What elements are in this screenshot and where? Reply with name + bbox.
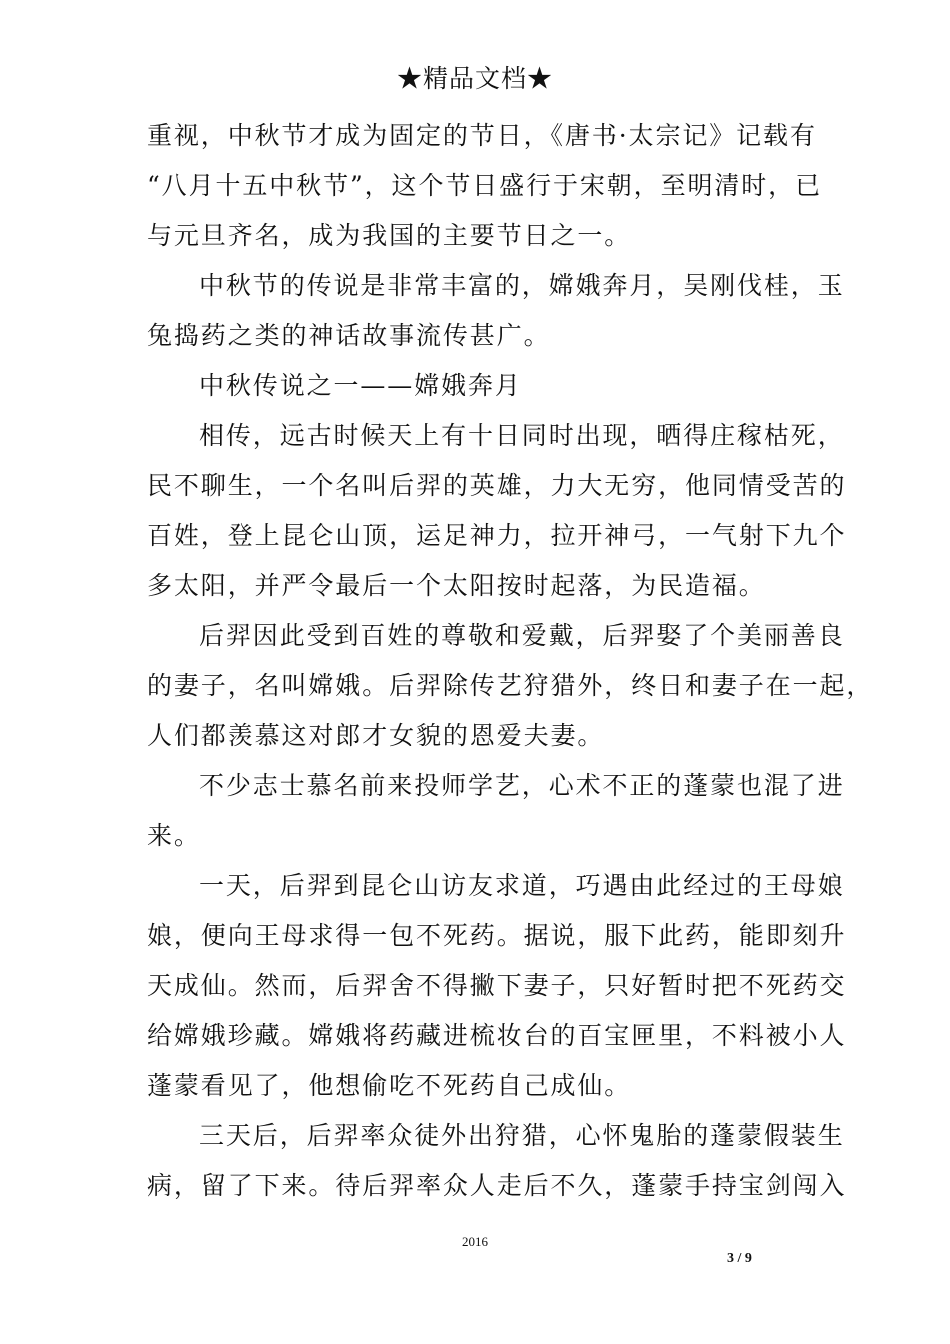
text-line: 给嫦娥珍藏。嫦娥将药藏进梳妆台的百宝匣里，不料被小人: [147, 1021, 847, 1050]
text-line: 多太阳，并严令最后一个太阳按时起落，为民造福。: [147, 571, 766, 600]
text-line: 不少志士慕名前来投师学艺，心术不正的蓬蒙也混了进: [199, 771, 845, 800]
text-line: 一天，后羿到昆仑山访友求道，巧遇由此经过的王母娘: [199, 871, 845, 900]
text-line: 中秋传说之一——嫦娥奔月: [199, 371, 522, 400]
text-line: 来。: [147, 821, 201, 850]
header-title: ★精品文档★: [396, 64, 553, 93]
text-line: “八月十五中秋节”，这个节日盛行于宋朝，至明清时，已: [147, 171, 822, 200]
text-line: 蓬蒙看见了，他想偷吃不死药自己成仙。: [147, 1071, 632, 1100]
footer-year: 2016: [462, 1234, 488, 1249]
text-line: 百姓，登上昆仑山顶，运足神力，拉开神弓，一气射下九个: [147, 521, 847, 550]
text-line: 的妻子，名叫嫦娥。后羿除传艺狩猎外，终日和妻子在一起，: [147, 671, 874, 700]
document-body: [147, 111, 874, 1211]
text-line: 后羿因此受到百姓的尊敬和爱戴，后羿娶了个美丽善良: [199, 621, 845, 650]
text-line: 病，留了下来。待后羿率众人走后不久，蓬蒙手持宝剑闯入: [147, 1171, 847, 1200]
page-header: [0, 62, 950, 96]
text-line: 兔捣药之类的神话故事流传甚广。: [147, 321, 551, 350]
text-line: 相传，远古时候天上有十日同时出现，晒得庄稼枯死，: [199, 421, 845, 450]
text-line: 三天后，后羿率众徒外出狩猎，心怀鬼胎的蓬蒙假装生: [199, 1121, 845, 1150]
text-line: 与元旦齐名，成为我国的主要节日之一。: [147, 221, 632, 250]
text-line: 中秋节的传说是非常丰富的，嫦娥奔月，吴刚伐桂，玉: [199, 271, 845, 300]
text-line: 重视，中秋节才成为固定的节日，《唐书·太宗记》记载有: [147, 121, 817, 150]
text-line: 天成仙。然而，后羿舍不得撇下妻子，只好暂时把不死药交: [147, 971, 847, 1000]
text-line: 人们都羡慕这对郎才女貌的恩爱夫妻。: [147, 721, 605, 750]
page-number: 3 / 9: [727, 1251, 752, 1266]
text-line: 娘，便向王母求得一包不死药。据说，服下此药，能即刻升: [147, 921, 847, 950]
text-line: 民不聊生，一个名叫后羿的英雄，力大无穷，他同情受苦的: [147, 471, 847, 500]
